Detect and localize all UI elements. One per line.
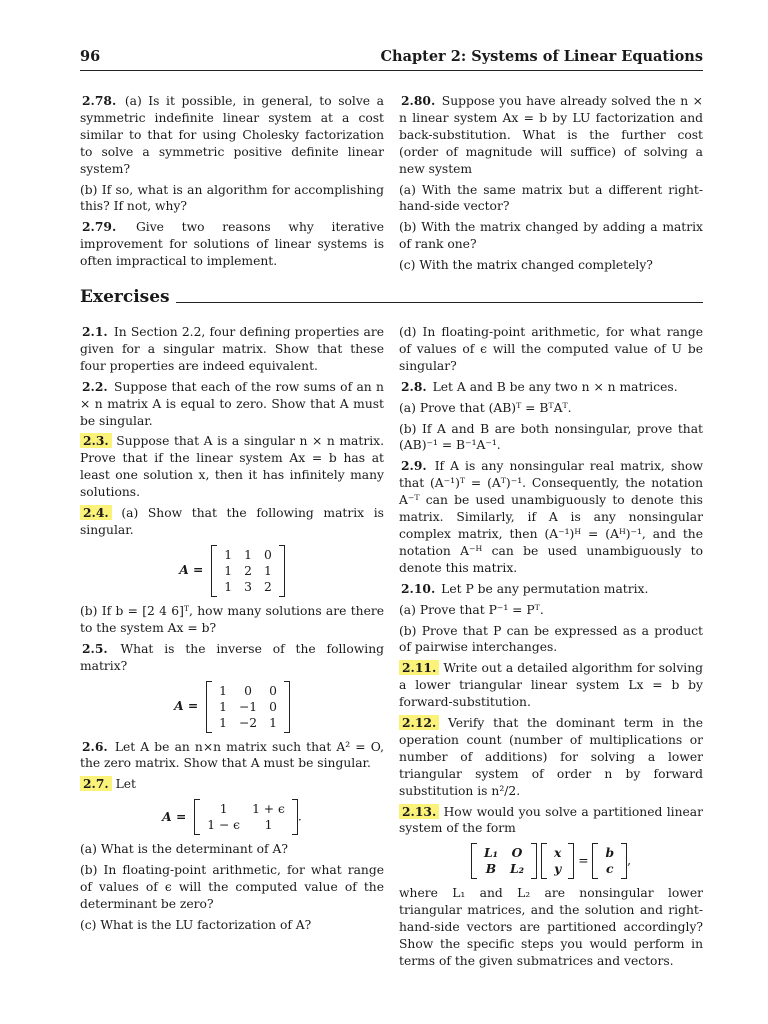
matrix-entry: L₂ xyxy=(510,861,525,877)
ex-2-1: 2.1. In Section 2.2, four defining properties are given for a singular matrix. Show that these four properties are indeed equivalent. xyxy=(80,324,384,373)
exercises-heading xyxy=(80,287,703,311)
matrix-2-7: A = 1 1 + ϵ 1 − ϵ 1 . xyxy=(80,799,384,835)
ex-2-12: 2.12. Verify that the dominant term in the operation count (number of multiplications or number of additions) for solving a lower triangular system of order n by forward substitution is n²/2. xyxy=(399,715,703,798)
ex-2-7: 2.7. Let xyxy=(80,776,384,793)
matrix-entry: 0 xyxy=(244,683,252,698)
matrix-entry: 0 xyxy=(263,547,272,562)
matrix-entry: O xyxy=(511,845,523,861)
highlight-2-7: 2.7. xyxy=(80,776,112,791)
matrix-entry: 1 xyxy=(224,579,233,594)
matrix-entry: 2 xyxy=(244,563,252,578)
matrix-entry: 2 xyxy=(263,579,272,594)
ex-2-9: 2.9. If A is any nonsingular real matrix, show that (A⁻¹)ᵀ = (Aᵀ)⁻¹. Consequently, the notation A⁻ᵀ can be used unambiguously to denote this matrix. Similarly, if A is any nonsingular complex matrix, then (A⁻¹)ᴴ = (Aᴴ)⁻¹, and the notation A⁻ᴴ can be used unambiguously to denote this matrix. xyxy=(399,458,703,575)
matrix-entry: 3 xyxy=(244,579,252,594)
exercises-title: Exercises xyxy=(80,287,170,307)
q-2-80: 2.80. Suppose you have already solved the n × n linear system Ax = b by LU factorization and back-substitution. What is the further cost (order of magnitude will suffice) of solving a new system xyxy=(399,93,703,176)
ex-2-13: 2.13. How would you solve a partitioned linear system of the form xyxy=(399,803,703,836)
matrix-entry: 1 xyxy=(244,547,252,562)
matrix-entry: 0 xyxy=(269,699,277,714)
ex-2-10a: (a) Prove that P⁻¹ = Pᵀ. xyxy=(399,602,544,617)
highlight-2-3: 2.3. xyxy=(80,433,112,448)
ex-2-8: 2.8. Let A and B be any two n × n matrices. xyxy=(401,378,678,394)
matrix-entry: 1 xyxy=(219,802,228,817)
ex-2-13b: where L₁ and L₂ are nonsingular lower triangular matrices, and the solution and right-hand-side vectors are partitioned accordingly? Show the specific steps you would perform in terms of the given submatrices and vectors. xyxy=(399,886,703,968)
q-2-78b: (b) If so, what is an algorithm for accomplishing this? If not, why? xyxy=(80,182,384,214)
matrix-entry: 1 xyxy=(224,563,233,578)
exercises-left-column xyxy=(80,324,384,938)
q-2-79: 2.79. Give two reasons why iterative improvement for solutions of linear systems is often impractical to implement. xyxy=(80,219,384,269)
q-2-80a: (a) With the same matrix but a different right-hand-side vector? xyxy=(399,182,703,214)
ex-2-8a: (a) Prove that (AB)ᵀ = BᵀAᵀ. xyxy=(399,400,572,415)
highlight-2-4: 2.4. xyxy=(80,505,112,520)
highlight-2-12: 2.12. xyxy=(399,715,439,730)
ex-2-4: 2.4. (a) Show that the following matrix is singular. xyxy=(80,505,384,537)
page-number: 96 xyxy=(80,48,101,65)
review-left-column xyxy=(80,93,384,274)
matrix-entry: x xyxy=(553,845,562,861)
partitioned-system: L₁ O B L₂ x y = b c , xyxy=(399,843,703,879)
highlight-2-13: 2.13. xyxy=(399,804,439,819)
exercises-right-column xyxy=(399,324,703,974)
review-right-column xyxy=(399,93,703,278)
ex-2-4b: (b) If b = [2 4 6]ᵀ, how many solutions are there to the system Ax = b? xyxy=(80,603,384,635)
matrix-2-5: A = 1 0 0 1 −1 0 1 −2 1 xyxy=(80,681,384,733)
matrix-entry: L₁ xyxy=(483,845,499,861)
matrix-entry: 0 xyxy=(269,683,277,698)
ex-2-10b: (b) Prove that P can be expressed as a product of pairwise interchanges. xyxy=(399,623,703,655)
q-2-80c: (c) With the matrix changed completely? xyxy=(399,258,653,273)
ex-2-8b: (b) If A and B are both nonsingular, prove that (AB)⁻¹ = B⁻¹A⁻¹. xyxy=(399,421,703,453)
matrix-entry: 1 xyxy=(219,699,227,714)
matrix-2-4: A = 1 1 0 1 2 1 1 3 2 xyxy=(80,545,384,597)
highlight-2-11: 2.11. xyxy=(399,660,439,675)
matrix-entry: 1 xyxy=(219,715,227,730)
ex-2-7d: (d) In floating-point arithmetic, for what range of values of ϵ will the computed value of U be singular? xyxy=(399,325,703,373)
q-2-78: 2.78. (a) Is it possible, in general, to solve a symmetric indefinite linear system at a cost similar to that for using Cholesky factorization to solve a symmetric positive definite linear system? xyxy=(80,93,384,176)
heading-rule xyxy=(176,302,703,303)
matrix-entry: 1 xyxy=(263,563,272,578)
ex-2-11: 2.11. Write out a detailed algorithm for solving a lower triangular linear system Lx = b by forward-substitution. xyxy=(399,660,703,710)
q-2-80b: (b) With the matrix changed by adding a matrix of rank one? xyxy=(399,220,703,252)
matrix-entry: b xyxy=(605,845,615,861)
matrix-entry: 1 xyxy=(219,683,227,698)
ex-2-6: 2.6. Let A be an n×n matrix such that A² = O, the zero matrix. Show that A must be singular. xyxy=(80,738,384,771)
matrix-entry: 1 xyxy=(264,818,273,833)
ex-2-7a: (a) What is the determinant of A? xyxy=(80,842,288,857)
ex-2-10: 2.10. Let P be any permutation matrix. xyxy=(401,580,649,596)
ex-2-7b: (b) In floating-point arithmetic, for what range of values of ϵ will the computed value of the determinant be zero? xyxy=(80,863,384,911)
matrix-entry: B xyxy=(485,861,497,877)
ex-2-5: 2.5. What is the inverse of the following matrix? xyxy=(80,640,384,673)
matrix-entry: 1 xyxy=(269,715,277,730)
page-header xyxy=(80,46,703,71)
matrix-entry: −1 xyxy=(238,699,258,714)
ex-2-3: 2.3. Suppose that A is a singular n × n matrix. Prove that if the linear system Ax = b has at least one solution x, then it has infinitely many solutions. xyxy=(80,433,384,500)
matrix-entry: 1 xyxy=(224,547,233,562)
ex-2-2: 2.2. Suppose that each of the row sums of an n × n matrix A is equal to zero. Show that A must be singular. xyxy=(80,378,384,428)
chapter-title: Chapter 2: Systems of Linear Equations xyxy=(380,48,703,65)
matrix-entry: −2 xyxy=(238,715,258,730)
matrix-entry: 1 − ϵ xyxy=(207,818,241,833)
matrix-entry: y xyxy=(554,861,562,877)
matrix-entry: 1 + ϵ xyxy=(252,802,285,817)
matrix-entry: c xyxy=(606,861,614,877)
ex-2-7c: (c) What is the LU factorization of A? xyxy=(80,917,312,932)
